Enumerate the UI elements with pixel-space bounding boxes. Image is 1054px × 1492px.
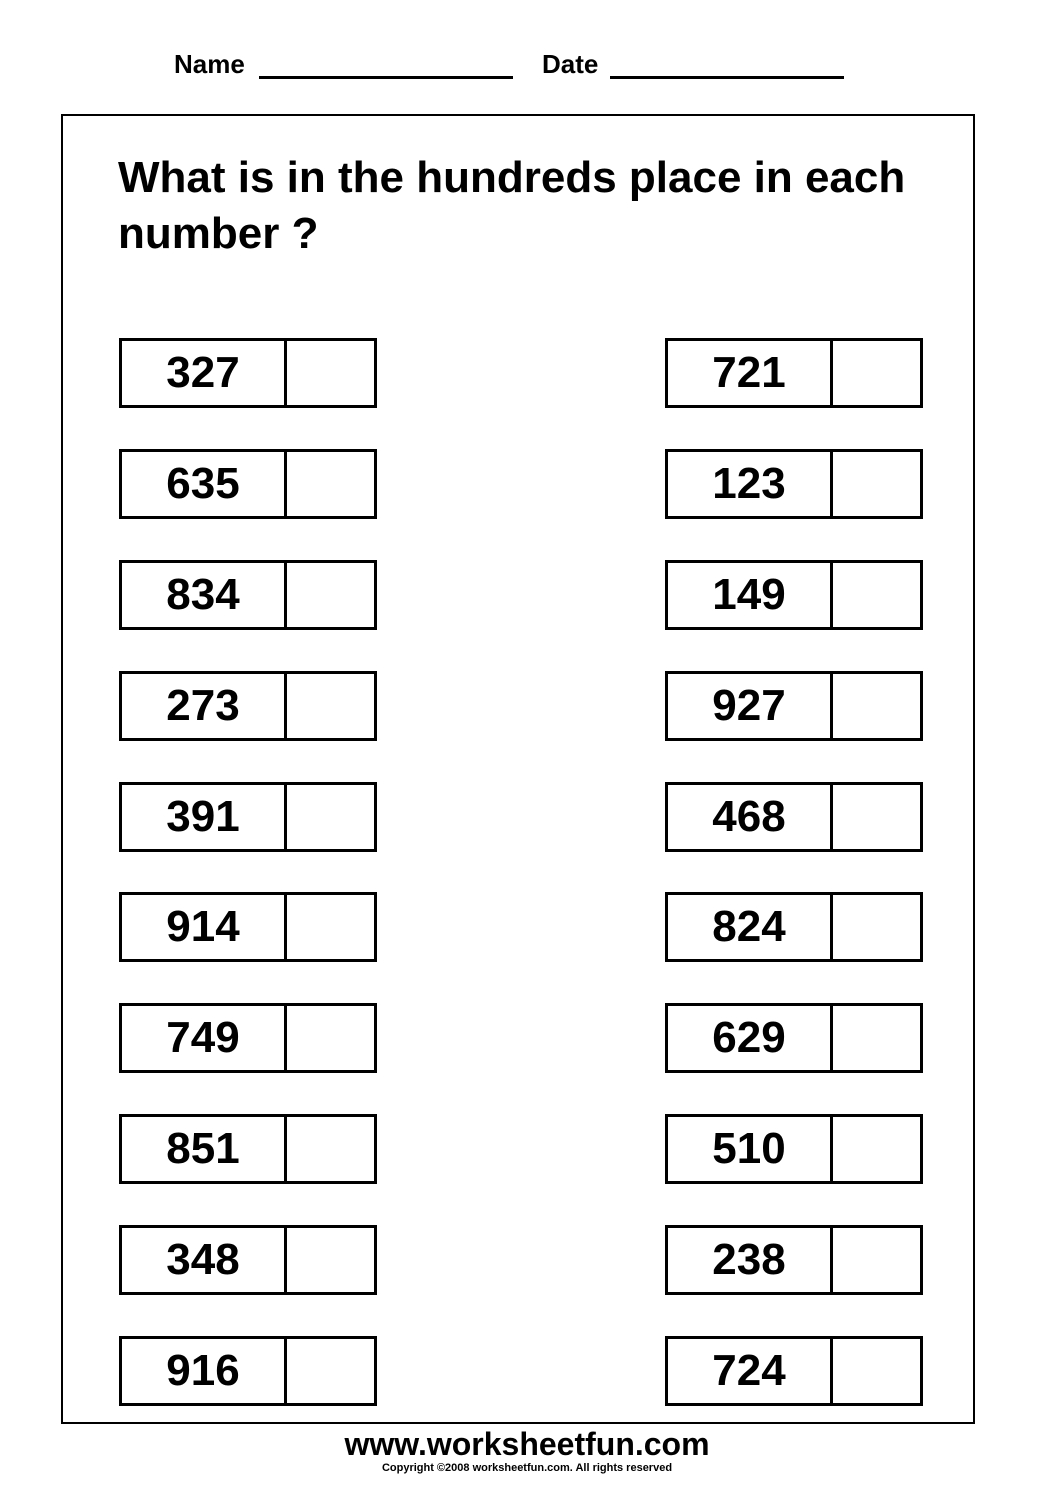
answer-box[interactable] (833, 341, 920, 405)
problem-row (119, 449, 377, 519)
number-cell: 468 (668, 785, 833, 849)
number-cell: 327 (122, 341, 287, 405)
answer-box[interactable] (833, 895, 920, 959)
number-cell: 635 (122, 452, 287, 516)
problem-row (665, 671, 923, 741)
number-cell: 834 (122, 563, 287, 627)
problem-row (665, 892, 923, 962)
number-cell: 273 (122, 674, 287, 738)
number-cell: 149 (668, 563, 833, 627)
answer-box[interactable] (833, 1006, 920, 1070)
answer-box[interactable] (287, 1006, 374, 1070)
problem-row (665, 338, 923, 408)
answer-box[interactable] (287, 1339, 374, 1403)
number-cell: 724 (668, 1339, 833, 1403)
number-cell: 927 (668, 674, 833, 738)
answer-box[interactable] (287, 563, 374, 627)
problem-row (119, 671, 377, 741)
answer-box[interactable] (833, 563, 920, 627)
answer-box[interactable] (287, 785, 374, 849)
problem-row (119, 782, 377, 852)
answer-box[interactable] (833, 1339, 920, 1403)
problem-row (665, 782, 923, 852)
number-cell: 629 (668, 1006, 833, 1070)
footer-url[interactable]: www.worksheetfun.com (344, 1426, 710, 1462)
answer-box[interactable] (833, 674, 920, 738)
answer-box[interactable] (287, 895, 374, 959)
answer-box[interactable] (287, 1117, 374, 1181)
name-label: Name (174, 49, 245, 79)
number-cell: 238 (668, 1228, 833, 1292)
problem-row (119, 1003, 377, 1073)
problem-row (665, 560, 923, 630)
number-cell: 851 (122, 1117, 287, 1181)
number-cell: 348 (122, 1228, 287, 1292)
problem-row (665, 1003, 923, 1073)
answer-box[interactable] (287, 1228, 374, 1292)
header (0, 48, 1054, 88)
number-cell: 510 (668, 1117, 833, 1181)
left-column (119, 338, 377, 1447)
answer-box[interactable] (287, 452, 374, 516)
answer-box[interactable] (833, 1228, 920, 1292)
problem-row (665, 449, 923, 519)
answer-box[interactable] (833, 452, 920, 516)
answer-box[interactable] (287, 341, 374, 405)
problem-row (665, 1114, 923, 1184)
name-field[interactable] (259, 76, 513, 79)
number-cell: 824 (668, 895, 833, 959)
number-cell: 749 (122, 1006, 287, 1070)
date-field[interactable] (610, 76, 844, 79)
problem-row (119, 1114, 377, 1184)
problem-row (665, 1225, 923, 1295)
number-cell: 123 (668, 452, 833, 516)
answer-box[interactable] (833, 1117, 920, 1181)
number-cell: 914 (122, 895, 287, 959)
problem-row (119, 560, 377, 630)
answer-box[interactable] (833, 785, 920, 849)
problem-row (665, 1336, 923, 1406)
problem-row (119, 1225, 377, 1295)
right-column (665, 338, 923, 1447)
number-cell: 916 (122, 1339, 287, 1403)
question-title: What is in the hundreds place in each number ? (118, 153, 906, 258)
date-label: Date (542, 49, 599, 79)
number-cell: 721 (668, 341, 833, 405)
problem-row (119, 892, 377, 962)
problem-row (119, 338, 377, 408)
copyright-notice: Copyright ©2008 worksheetfun.com. All rights reserved (381, 1462, 673, 1474)
number-cell: 391 (122, 785, 287, 849)
problem-row (119, 1336, 377, 1406)
answer-box[interactable] (287, 674, 374, 738)
